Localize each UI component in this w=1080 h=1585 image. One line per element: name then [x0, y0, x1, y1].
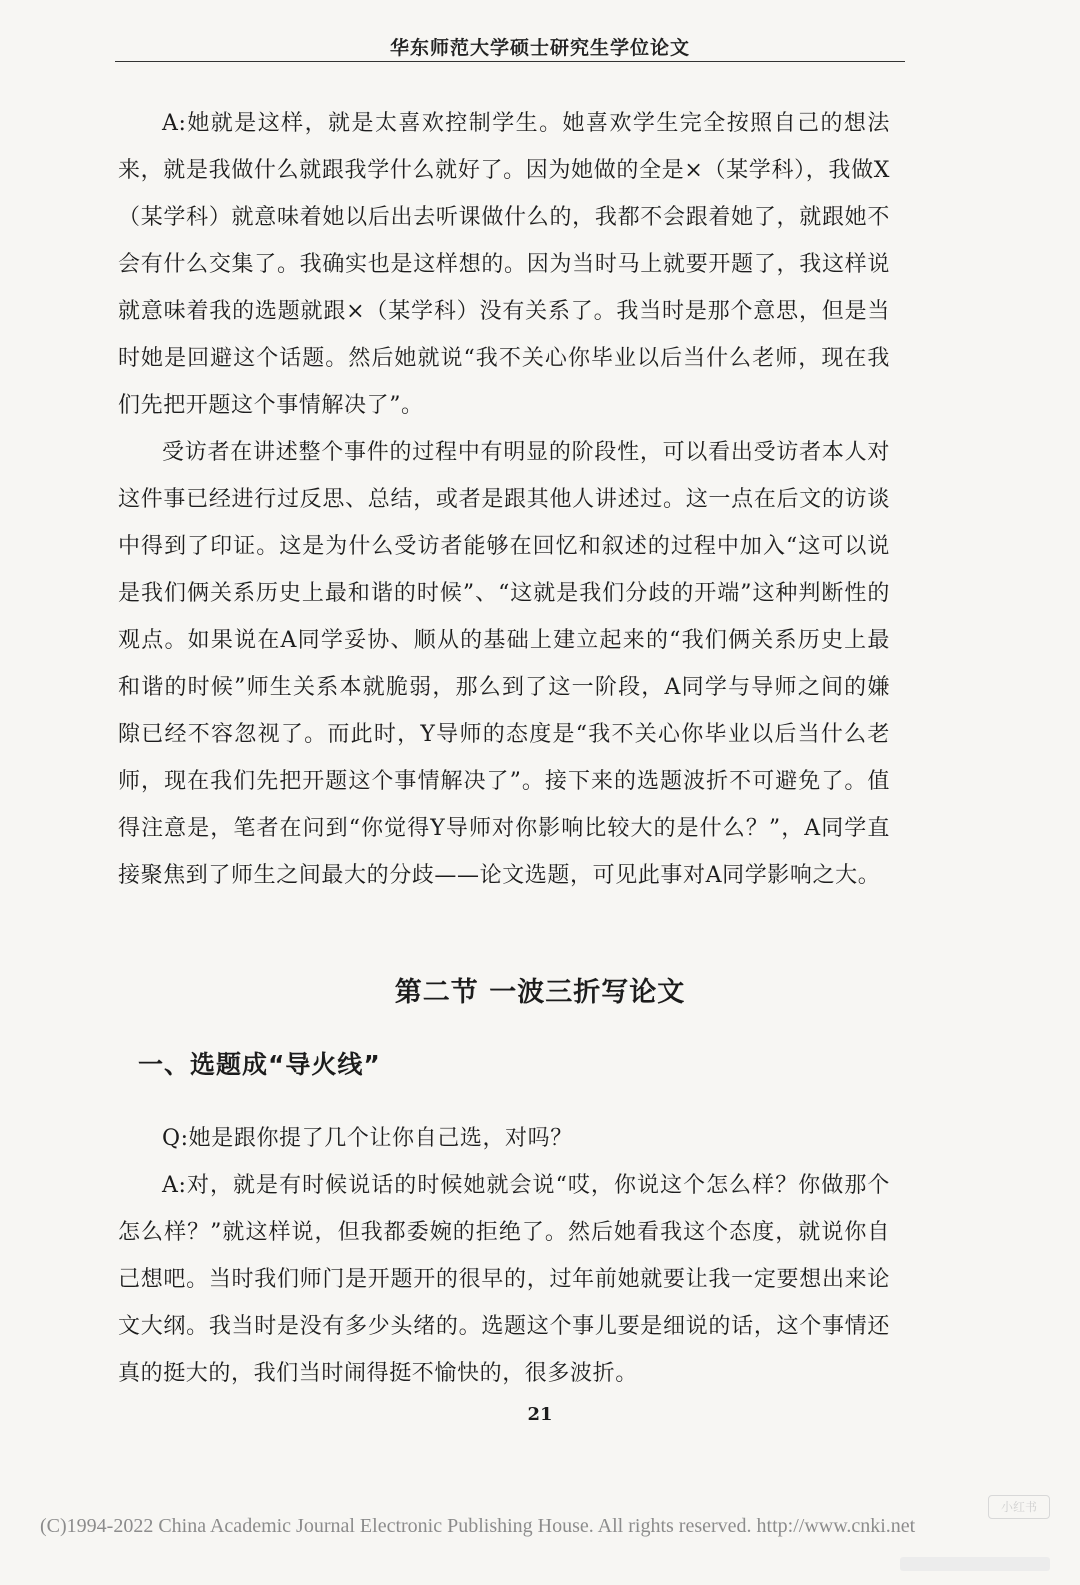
header-divider	[115, 61, 905, 62]
interview-excerpt-1	[118, 100, 890, 429]
watermark-logo: 小红书	[988, 1495, 1050, 1519]
paragraph-question: Q:她是跟你提了几个让你自己选，对吗？	[162, 1126, 573, 1151]
paragraph-analysis: 受访者在讲述整个事件的过程中有明显的阶段性，可以看出受访者本人对这件事已经进行过反思、总结，或者是跟其他人讲述过。这一点在后文的访谈中得到了印证。这是为什么受访者能够在回忆和叙述的过程中加入“这可以说是我们俩关系历史上最和谐的时候”、“这就是我们分歧的开端”这种判断性的观点。如果说在A同学妥协、顺从的基础上建立起来的“我们俩关系历史上最和谐的时候”师生关系本就脆弱，那么到了这一阶段，A同学与导师之间的嫌隙已经不容忽视了。而此时，Y导师的态度是“我不关心你毕业以后当什么老师，现在我们先把开题这个事情解决了”。接下来的选题波折不可避免了。值得注意是，笔者在问到“你觉得Y导师对你影响比较大的是什么？”，A同学直接聚焦到了师生之间最大的分歧——论文选题，可见此事对A同学影响之大。	[118, 440, 890, 888]
subsection-title: 一、选题成“导火线”	[138, 1050, 381, 1079]
copyright-notice: (C)1994-2022 China Academic Journal Electronic Publishing House. All rights reserved. http://www.cnki.net	[40, 1515, 916, 1537]
page-number: 21	[527, 1404, 553, 1425]
interview-excerpt-2	[118, 1115, 890, 1397]
paragraph-answer-1: A:她就是这样，就是太喜欢控制学生。她喜欢学生完全按照自己的想法来，就是我做什么就跟我学什么就好了。因为她做的全是×（某学科），我做X（某学科）就意味着她以后出去听课做什么的，我都不会跟着她了，就跟她不会有什么交集了。我确实也是这样想的。因为当时马上就要开题了，我这样说就意味着我的选题就跟×（某学科）没有关系了。我当时是那个意思，但是当时她是回避这个话题。然后她就说“我不关心你毕业以后当什么老师，现在我们先把开题这个事情解决了”。	[118, 111, 890, 418]
running-header: 华东师范大学硕士研究生学位论文	[389, 37, 690, 59]
paragraph-answer-2: A:对，就是有时候说话的时候她就会说“哎，你说这个怎么样？你做那个怎么样？”就这样说，但我都委婉的拒绝了。然后她看我这个态度，就说你自己想吧。当时我们师门是开题开的很早的，过年前她就要让我一定要想出来论文大纲。我当时是没有多少头绪的。选题这个事儿要是细说的话，这个事情还真的挺大的，我们当时闹得挺不愉快的，很多波折。	[118, 1173, 890, 1386]
section-title: 第二节 一波三折写论文	[394, 977, 686, 1008]
watermark-bar	[900, 1557, 1050, 1571]
analysis-text	[118, 429, 890, 899]
